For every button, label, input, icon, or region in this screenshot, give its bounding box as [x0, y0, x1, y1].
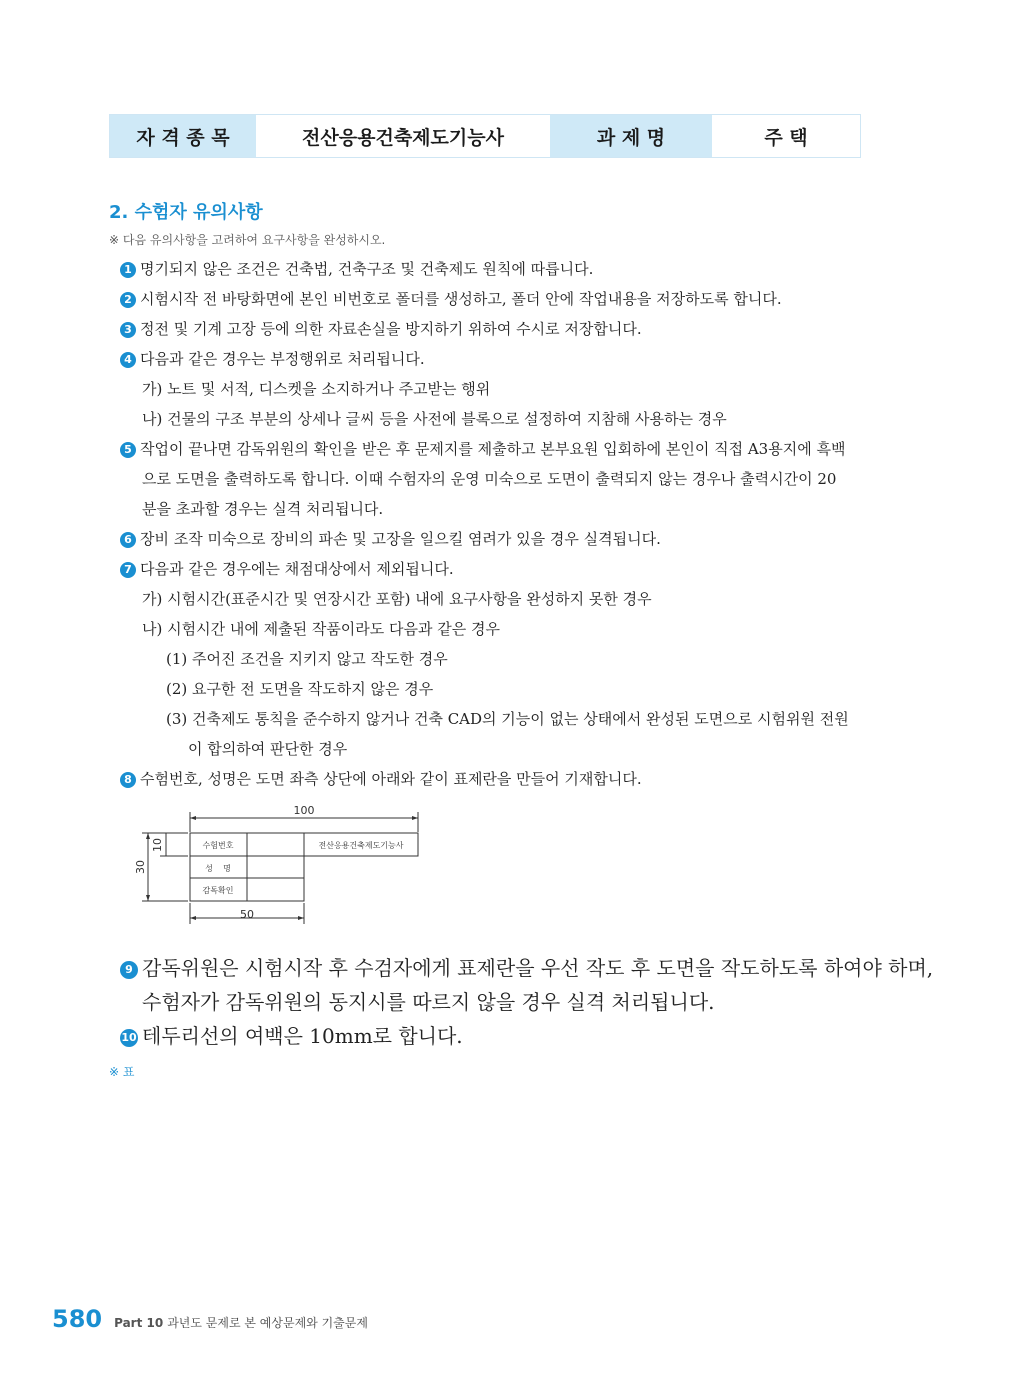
sub-sub-item: (3) 건축제도 통칙을 준수하지 않거나 건축 CAD의 기능이 없는 상태에서 완성된 도면으로 시험위원 전원: [166, 710, 849, 728]
item-number: 1: [120, 262, 136, 278]
list-item: [120, 558, 454, 579]
item-number: 6: [120, 532, 136, 548]
dim-bottom-label: 50: [240, 908, 254, 921]
footer-chapter: 과년도 문제로 본 예상문제와 기출문제: [167, 1316, 368, 1330]
header-value-task: 주 택: [712, 115, 860, 157]
header-label-qualification: 자 격 종 목: [110, 115, 256, 157]
item-text: 장비 조작 미숙으로 장비의 파손 및 고장을 일으킬 염려가 있을 경우 실격됩니다.: [140, 530, 661, 548]
page-footer: [52, 1305, 368, 1333]
item-continuation: 이 합의하여 판단한 경우: [188, 740, 348, 758]
sub-item: 가) 시험시간(표준시간 및 연장시간 포함) 내에 요구사항을 완성하지 못한 경우: [142, 590, 652, 608]
item-text: 테두리선의 여백은 10mm로 합니다.: [142, 1024, 463, 1048]
header-label-task: 과 제 명: [550, 115, 712, 157]
section-note: ※ 다음 유의사항을 고려하여 요구사항을 완성하시오.: [109, 233, 386, 247]
sub-item: 나) 시험시간 내에 제출된 작품이라도 다음과 같은 경우: [142, 620, 501, 638]
sub-item: 나) 건물의 구조 부분의 상세나 글씨 등을 사전에 블록으로 설정하여 지참해 사용하는 경우: [142, 410, 727, 428]
list-item: [120, 952, 933, 981]
item-text: 정전 및 기계 고장 등에 의한 자료손실을 방지하기 위하여 수시로 저장합니다.: [140, 320, 642, 338]
cell-exam-number-label: 수험번호: [202, 841, 234, 850]
sub-sub-item: (2) 요구한 전 도면을 작도하지 않은 경우: [166, 680, 434, 698]
item-text: 감독위원은 시험시작 후 수검자에게 표제란을 우선 작도 후 도면을 작도하도록 하여야 하며,: [142, 956, 934, 980]
list-item: [120, 348, 425, 369]
list-item: [120, 1020, 463, 1049]
item-number: 7: [120, 562, 136, 578]
item-number: 10: [120, 1029, 138, 1047]
item-continuation: 으로 도면을 출력하도록 합니다. 이때 수험자의 운영 미숙으로 도면이 출력되지 않는 경우나 출력시간이 20: [142, 470, 837, 488]
dim-row-label: 10: [151, 838, 164, 852]
dim-left-label: 30: [134, 860, 147, 874]
item-number: 9: [120, 961, 138, 979]
item-number: 2: [120, 292, 136, 308]
cell-subject-label: 전산응용건축제도기능사: [318, 841, 404, 850]
item-continuation: 분을 초과할 경우는 실격 처리됩니다.: [142, 500, 384, 518]
sub-sub-item: (1) 주어진 조건을 지키지 않고 작도한 경우: [166, 650, 448, 668]
list-item: [120, 768, 642, 789]
footer-title: [114, 1314, 368, 1331]
list-item: [120, 318, 642, 339]
title-block-diagram: [130, 800, 430, 935]
item-number: 3: [120, 322, 136, 338]
item-continuation: 수험자가 감독위원의 동지시를 따르지 않을 경우 실격 처리됩니다.: [142, 990, 715, 1014]
item-text: 다음과 같은 경우는 부정행위로 처리됩니다.: [140, 350, 425, 368]
list-item: [120, 288, 782, 309]
list-item: [120, 438, 845, 459]
page-number: 580: [52, 1305, 103, 1333]
list-item: [120, 258, 593, 279]
item-text: 수험번호, 성명은 도면 좌측 상단에 아래와 같이 표제란을 만들어 기재합니다.: [140, 770, 642, 788]
item-number: 5: [120, 442, 136, 458]
dim-top-label: 100: [293, 804, 315, 817]
exam-header-table: [109, 114, 861, 158]
item-text: 다음과 같은 경우에는 채점대상에서 제외됩니다.: [140, 560, 454, 578]
item-text: 명기되지 않은 조건은 건축법, 건축구조 및 건축제도 원칙에 따릅니다.: [140, 260, 594, 278]
item-text: 시험시작 전 바탕화면에 본인 비번호로 폴더를 생성하고, 폴더 안에 작업내용을 저장하도록 합니다.: [140, 290, 782, 308]
item-number: 4: [120, 352, 136, 368]
footnote: ※ 표: [109, 1065, 135, 1079]
list-item: [120, 528, 661, 549]
section-title: 2. 수험자 유의사항: [109, 202, 263, 223]
sub-item: 가) 노트 및 서적, 디스켓을 소지하거나 주고받는 행위: [142, 380, 491, 398]
footer-part: Part 10: [114, 1316, 164, 1330]
cell-name-label: 성 명: [205, 864, 231, 873]
cell-supervisor-label: 감독확인: [202, 886, 234, 895]
item-text: 작업이 끝나면 감독위원의 확인을 받은 후 문제지를 제출하고 본부요원 입회하에 본인이 직접 A3용지에 흑백: [140, 440, 846, 458]
item-number: 8: [120, 772, 136, 788]
header-value-qualification: 전산응용건축제도기능사: [256, 115, 550, 157]
